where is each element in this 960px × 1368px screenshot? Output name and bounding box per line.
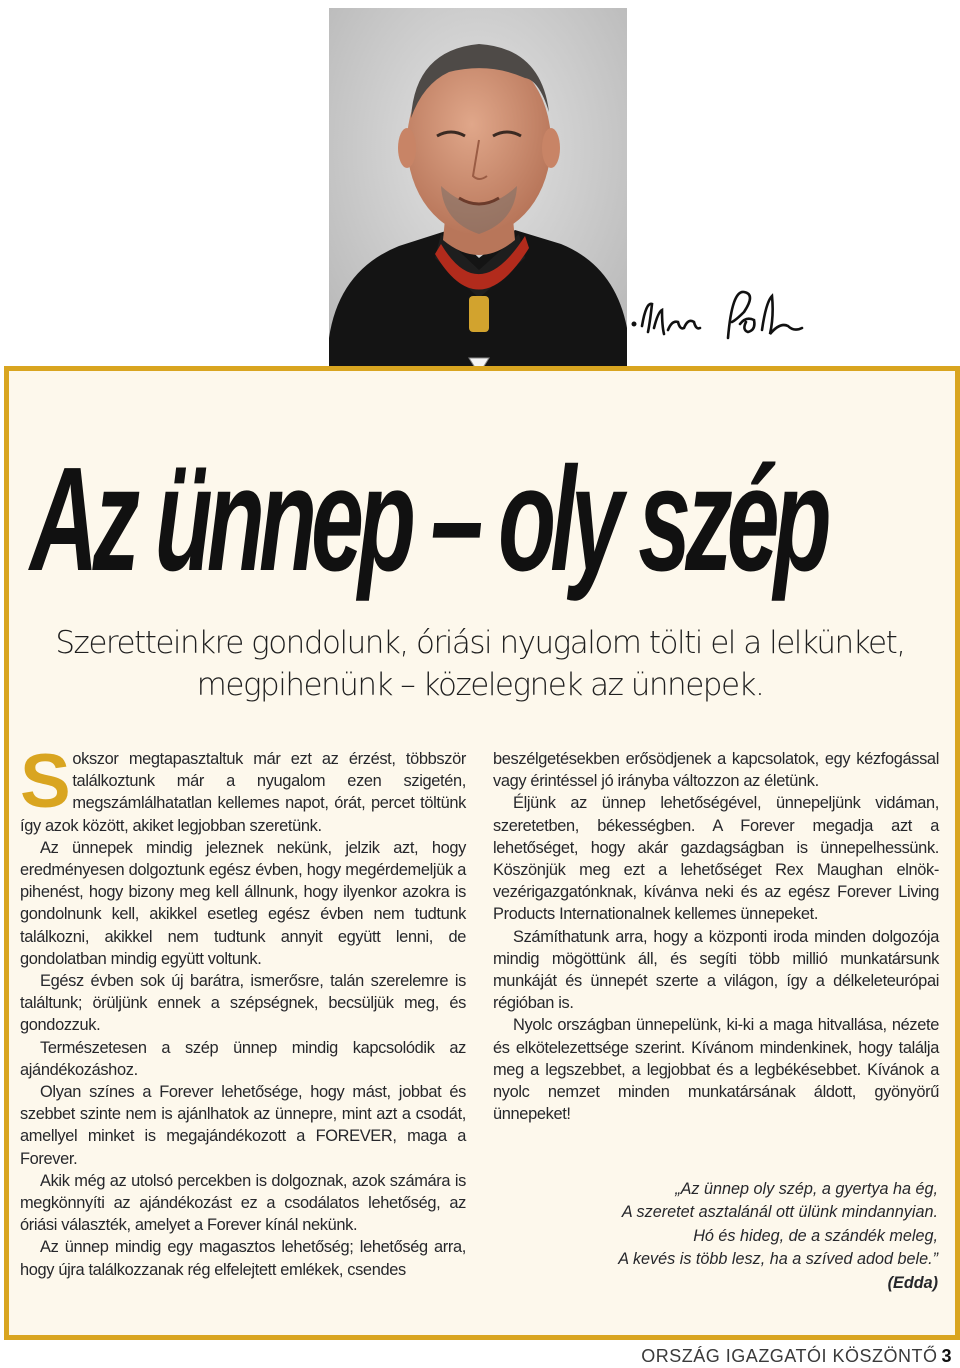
- poem-line: Hó és hideg, de a szándék meleg,: [693, 1226, 938, 1245]
- handwritten-signature: [628, 282, 804, 352]
- paragraph: Az ünnepek mindig jeleznek nekünk, jelzik azt, hogy eredményesen dolgoztunk egész évben, hogy megérdemeljük a pihenést, hogy bizony meg kell állnunk, hogy ilyenkor azokra is gondolnunk kell, akikkel esetleg egész évben nem tudtunk találkozni, akikkel nem tudtunk annyit együtt lenni, de gondolatban mindig együtt voltunk.: [20, 838, 466, 968]
- section-label: ORSZÁG IGAZGATÓI KÖSZÖNTŐ: [641, 1346, 938, 1366]
- paragraph-text: okszor megtapasztaltuk már ezt az érzést, többször találkoztunk már a nyugalom ezen szigetén, megszámlálhatatlan kellemes napot, órát, percet töltünk így azok között, akiket legjobban szeretünk.: [20, 750, 466, 835]
- article-lead: [40, 622, 920, 706]
- director-photo: [329, 8, 627, 410]
- left-column: [20, 739, 466, 1281]
- paragraph: Akik még az utolsó percekben is dolgoznak, azok számára is megkönnyíti az ajándékozást ez a csodálatos lehetőség, az óriási választék, amelyet a Forever kínál nekünk.: [20, 1171, 466, 1235]
- paragraph: Számíthatunk arra, hogy a központi iroda minden dolgozója mindig mögöttünk áll, és segíti több millió munkatársunk munkáját és ünnepét szerte a világon, így a délkeleteurópai régióban is.: [493, 927, 939, 1013]
- lead-line: Szeretteinkre gondolunk, óriási nyugalom tölti el a lelkünket,: [55, 625, 905, 661]
- poem-quote: [560, 1178, 938, 1295]
- poem-line: A szeretet asztalánál ott ülünk mindannyian.: [621, 1203, 938, 1222]
- poem-line: „Az ünnep oly szép, a gyertya ha ég,: [675, 1180, 938, 1198]
- portrait-illustration: [329, 8, 627, 410]
- paragraph: beszélgetésekben erősödjenek a kapcsolatok, egy kézfogással vagy érintéssel jó irányba változzon az életünk.: [493, 750, 939, 791]
- first-paragraph: [20, 739, 466, 837]
- paragraph: Olyan színes a Forever lehetősége, hogy mást, jobbat és szebbet szinte nem is ajánlhatok az ünnepre, mint azt a csodát, amellyel minket is megajándékozott a FOREVER, maga a Forever.: [20, 1083, 466, 1168]
- article-headline: Az ünnep – oly szép: [30, 437, 826, 602]
- paragraph: Egész évben sok új barátra, ismerősre, talán szerelemre is találtunk; örüljünk ennek a szépségnek, becsüljük meg, és gondozzuk.: [20, 972, 466, 1035]
- page-footer: [641, 1346, 952, 1366]
- paragraph: Az ünnep mindig egy magasztos lehetőség; lehetőség arra, hogy újra találkozzanak rég elfelejtett emlékek, csendes: [20, 1238, 466, 1279]
- lead-line: megpihenünk – közelegnek az ünnepek.: [196, 667, 764, 703]
- poem-line: A kevés is több lesz, ha a szíved adod bele.”: [618, 1250, 938, 1269]
- paragraph: Nyolc országban ünnepelünk, ki-ki a maga hitvallása, nézete és elkötelezettsége szerint. Kívánom mindenkinek, hogy találja meg a legszebbet, a legjobbat és a legbékésebbet. Kívánok a nyolc nemzet minden munkatársának áldott, gyönyörű ünnepeket!: [493, 1016, 939, 1124]
- page-number: 3: [941, 1346, 952, 1366]
- paragraph: Természetesen a szép ünnep mindig kapcsolódik az ajándékozáshoz.: [20, 1038, 466, 1079]
- right-column: [493, 748, 939, 1125]
- drop-cap: S: [20, 739, 71, 824]
- poem-author: (Edda): [887, 1273, 938, 1292]
- paragraph: Éljünk az ünnep lehetőségével, ünnepeljünk vidáman, szeretetben, békességben. A Forever megadja azt a lehetőséget, hogy akár gazdagságban is ünnepelhessünk. Köszönjük meg ezt a lehetőséget Rex Maughan elnök-vezérigazgatónknak, kívánva neki és az egész Forever Living Products Internationalnek kellemes ünnepeket.: [493, 794, 939, 924]
